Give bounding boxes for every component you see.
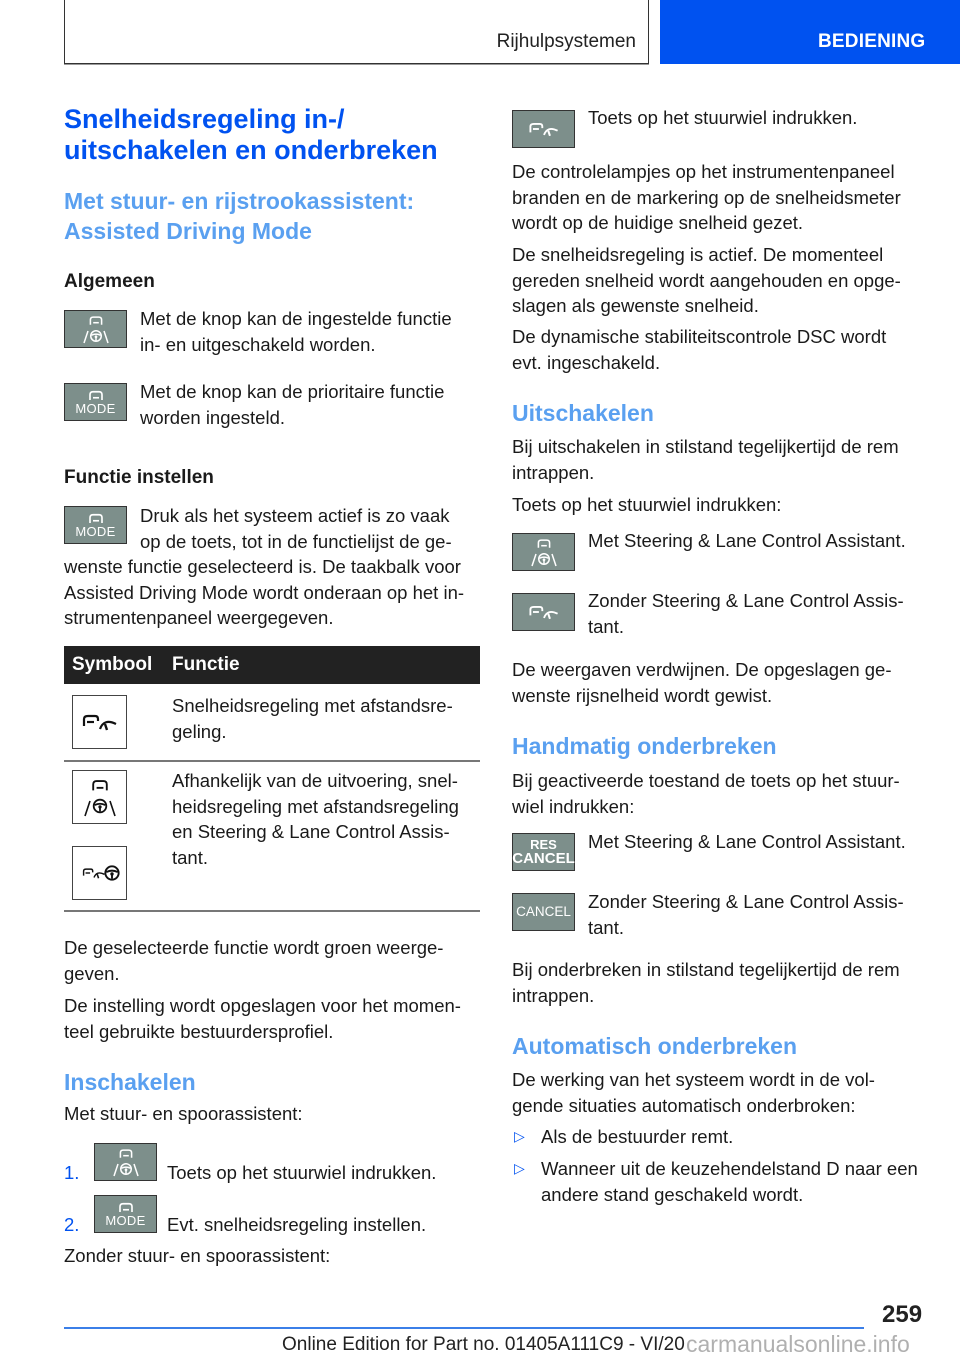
res-cancel-button-icon — [512, 833, 575, 871]
main-title-line: uitschakelen en onderbreken — [64, 135, 438, 165]
text-line: Bij uitschakelen in stilstand tegelijkertijd de rem — [512, 436, 899, 457]
cruise-distance-steering-icon — [72, 846, 127, 900]
text-line: slagen als gewenste snelheid. — [512, 295, 759, 316]
subtitle-line: Assisted Driving Mode — [64, 218, 312, 244]
list-item — [541, 1156, 918, 1207]
heading-automatisch-onderbreken: Automatisch onderbreken — [512, 1033, 797, 1059]
assisted-driving-button-icon — [64, 310, 127, 348]
mode-label: MODE — [75, 401, 116, 416]
heading-inschakelen: Inschakelen — [64, 1069, 196, 1095]
cancel-label: CANCEL — [512, 850, 575, 867]
without-assistant-text — [588, 588, 904, 639]
bullet-triangle-icon: ▷ — [514, 1128, 525, 1144]
text-line: andere stand geschakeld wordt. — [541, 1183, 804, 1205]
text-line: Zonder Steering & Lane Control Assis- — [588, 891, 904, 912]
step-text: Evt. snelheidsregeling instellen. — [167, 1214, 427, 1235]
page-number: 259 — [882, 1301, 923, 1328]
header-section-box — [64, 0, 649, 64]
functie-instellen-text — [140, 503, 452, 554]
table-row-divider — [64, 760, 480, 762]
text-line: branden en de markering op de snelheidsmeter — [512, 186, 901, 208]
subtitle-line: Met stuur- en rijstrookassistent: — [64, 188, 415, 214]
table-row-2-text — [172, 768, 459, 870]
text-line: tant. — [172, 846, 208, 868]
automatisch-text — [512, 1067, 875, 1118]
watermark[interactable]: carmanualsonline.info — [686, 1331, 910, 1357]
table-row-1-text — [172, 693, 453, 744]
heading-handmatig-onderbreken: Handmatig onderbreken — [512, 733, 777, 759]
cruise-control-button-icon — [512, 110, 575, 148]
text-line: Druk als het systeem actief is zo vaak — [140, 505, 450, 526]
cruise-active-text — [512, 242, 901, 319]
mode-label: MODE — [75, 524, 116, 539]
text-line: wiel indrukken: — [512, 795, 635, 817]
text-line: geven. — [64, 962, 120, 984]
text-line: tant. — [588, 615, 624, 637]
heading-uitschakelen: Uitschakelen — [512, 400, 654, 426]
text-line: op de toets, tot in de functielijst de ge- — [140, 530, 452, 552]
text-line: tant. — [588, 916, 624, 938]
text-line: wordt op de huidige snelheid gezet. — [512, 212, 804, 233]
handmatig-text-2 — [512, 957, 900, 1008]
text-line: Zonder Steering & Lane Control Assis- — [588, 590, 904, 611]
step-number: 2. — [64, 1214, 80, 1235]
algemeen-text-2 — [140, 379, 444, 430]
algemeen-text-1 — [140, 306, 452, 357]
text-line: gende situaties automatisch onderbroken: — [512, 1094, 856, 1116]
dsc-text — [512, 324, 886, 375]
text-line: heidsregeling met afstandsregeling — [172, 795, 459, 817]
cruise-control-button-icon — [512, 593, 575, 631]
step-number: 1. — [64, 1162, 80, 1183]
text-line: intrappen. — [512, 461, 595, 483]
text-line: Met de knop kan de prioritaire functie — [140, 381, 445, 402]
text-line: Met de knop kan de ingestelde functie — [140, 308, 452, 329]
text-line: evt. ingeschakeld. — [512, 351, 661, 373]
section-title: Rijhulpsystemen — [496, 31, 636, 52]
text-line: Bij onderbreken in stilstand tegelijkertijd de rem — [512, 959, 900, 980]
without-assistant-text: Zonder stuur- en spoorassistent: — [64, 1245, 331, 1266]
with-assistant-text: Met Steering & Lane Control Assistant. — [588, 831, 906, 852]
text-line: De instelling wordt opgeslagen voor het momen- — [64, 995, 461, 1016]
steering-lane-control-icon — [72, 770, 127, 824]
table-header-functie: Functie — [172, 654, 240, 675]
res-label: RES — [530, 837, 557, 852]
uitschakelen-text-2: Toets op het stuurwiel indrukken: — [512, 494, 782, 515]
chapter-tab-label: BEDIENING — [818, 31, 926, 52]
indicator-lamps-text — [512, 159, 901, 236]
table-bottom-rule — [64, 910, 480, 912]
text-line: geling. — [172, 720, 227, 742]
uitschakelen-text-3 — [512, 657, 892, 708]
text-line: Assisted Driving Mode wordt onderaan op het in- — [64, 581, 465, 603]
list-item: Als de bestuurder remt. — [541, 1126, 734, 1147]
text-line: teel gebruikte bestuurdersprofiel. — [64, 1020, 334, 1042]
text-line: wenste functie geselecteerd is. De taakbalk voor — [64, 556, 461, 577]
cruise-control-distance-icon — [72, 695, 127, 749]
bullet-triangle-icon: ▷ — [514, 1160, 525, 1176]
heading-algemeen: Algemeen — [64, 271, 155, 292]
text-line: gereden snelheid wordt aangehouden en opge- — [512, 269, 901, 291]
table-header — [64, 646, 480, 684]
press-button-text: Toets op het stuurwiel indrukken. — [588, 107, 858, 128]
main-title-line: Snelheidsregeling in-/ — [64, 104, 345, 134]
text-line: en Steering & Lane Control Assis- — [172, 821, 450, 842]
text-line: strumentenpaneel weergegeven. — [64, 607, 334, 628]
mode-button-icon — [64, 506, 127, 544]
text-line: intrappen. — [512, 984, 595, 1006]
text-line: in- en uitgeschakeld worden. — [140, 333, 376, 355]
subtitle — [64, 186, 414, 246]
text-line: De werking van het systeem wordt in de vol- — [512, 1069, 875, 1090]
assisted-driving-button-icon — [512, 533, 575, 571]
mode-button-icon — [94, 1195, 157, 1233]
text-line: De dynamische stabiliteitscontrole DSC wordt — [512, 326, 887, 347]
text-line: Snelheidsregeling met afstandsre- — [172, 695, 453, 716]
text-line: Bij geactiveerde toestand de toets op het stuur- — [512, 770, 900, 791]
mode-label: MODE — [105, 1213, 146, 1228]
text-line: Wanneer uit de keuzehendelstand D naar een — [541, 1158, 918, 1179]
text-line: worden ingesteld. — [140, 406, 286, 428]
text-line: Afhankelijk van de uitvoering, snel- — [172, 770, 458, 791]
cancel-label: CANCEL — [516, 904, 571, 919]
uitschakelen-text-1 — [512, 434, 899, 485]
heading-functie-instellen: Functie instellen — [64, 467, 214, 488]
text-line: wenste rijsnelheid wordt gewist. — [512, 684, 773, 706]
profile-text — [64, 993, 461, 1044]
handmatig-text-1 — [512, 768, 900, 819]
step-text: Toets op het stuurwiel indrukken. — [167, 1162, 437, 1183]
text-line: De snelheidsregeling is actief. De momenteel — [512, 244, 884, 265]
cancel-button-icon — [512, 893, 575, 931]
text-line: De weergaven verdwijnen. De opgeslagen ge- — [512, 659, 892, 680]
chapter-tab[interactable] — [660, 0, 960, 64]
without-assistant-text — [588, 889, 904, 940]
text-line: De geselecteerde functie wordt groen weerge- — [64, 937, 444, 958]
functie-instellen-text-cont — [64, 554, 464, 631]
assisted-driving-button-icon — [94, 1143, 157, 1181]
text-line: De controlelampjes op het instrumentenpaneel — [512, 161, 895, 182]
selected-function-text — [64, 935, 443, 986]
edition-text: Online Edition for Part no. 01405A111C9 - VI/20 — [282, 1334, 685, 1355]
footer-rule — [64, 1327, 864, 1329]
table-header-symbool: Symbool — [72, 654, 153, 675]
with-assistant-text: Met Steering & Lane Control Assistant. — [588, 530, 906, 551]
inschakelen-intro: Met stuur- en spoorassistent: — [64, 1103, 303, 1124]
main-title — [64, 104, 438, 166]
mode-button-icon — [64, 383, 127, 421]
